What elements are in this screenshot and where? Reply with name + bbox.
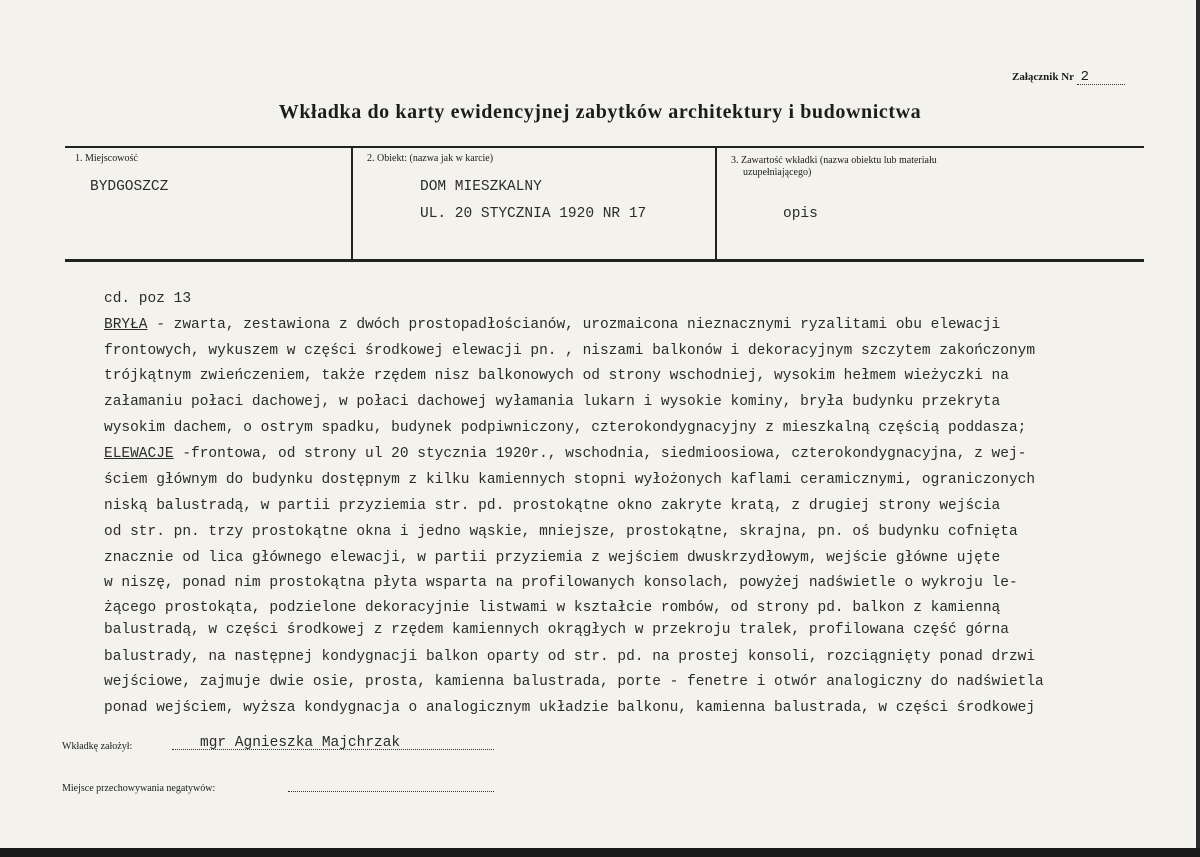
field-content-label-line2: uzupełniającego) — [743, 167, 812, 178]
body-line: znacznie od lica głównego elewacji, w partii przyziemia z wejściem dwuskrzydłowym, wejście główne ujęte — [104, 550, 1001, 566]
attachment-label: Załącznik Nr — [1012, 71, 1074, 83]
author-value: mgr Agnieszka Majchrzak — [200, 735, 401, 751]
body-line: wejściowe, zajmuje dwie osie, prosta, kamienna balustrada, porte - fenetre i otwór analogiczny do nadświetla — [104, 674, 1044, 690]
body-line: załamaniu połaci dachowej, w połaci dachowej wyłamania lukarn i wysokie kominy, bryła budynku przekryta — [104, 394, 1001, 410]
attachment-value: 2 — [1077, 70, 1125, 85]
body-line: niską balustradą, w partii przyziemia str. pd. prostokątne okno zakryte kratą, z drugiej strony wejścia — [104, 498, 1001, 514]
body-line — [104, 446, 1026, 462]
body-line: cd. poz 13 — [104, 291, 192, 307]
negatives-location-dotted-line — [288, 790, 494, 792]
form-divider-2 — [715, 148, 717, 259]
body-line — [104, 317, 1000, 333]
keyword-elewacje: ELEWACJE — [104, 446, 174, 462]
field-content-label-line1: 3. Zawartość wkładki (nazwa obiektu lub materiału — [731, 155, 937, 166]
form-divider-1 — [351, 148, 353, 259]
form-top-rule — [65, 146, 1144, 148]
field-object-value-line2: UL. 20 STYCZNIA 1920 NR 17 — [420, 206, 647, 222]
body-line: ściem głównym do budynku dostępnym z kilku kamiennych stopni wyłożonych kaflami ceramicznymi, ograniczonych — [104, 472, 1036, 488]
field-locality-value: BYDGOSZCZ — [90, 179, 169, 195]
author-label: Wkładkę założył: — [62, 741, 133, 752]
body-line: balustradą, w części środkowej z rzędem kamiennych okrągłych w przekroju tralek, profilowana część górna — [104, 622, 1009, 638]
body-line: balustrady, na następnej kondygnacji balkon oparty od str. pd. na prostej konsoli, rozciągnięty ponad drzwi — [104, 649, 1036, 665]
body-line: trójkątnym zwieńczeniem, także rzędem nisz balkonowych od strony wschodniej, wysokim hełmem wieżyczki na — [104, 368, 1009, 384]
field-content-value: opis — [783, 206, 818, 222]
negatives-location-label: Miejsce przechowywania negatywów: — [62, 783, 216, 794]
body-line: w niszę, ponad nim prostokątna płyta wsparta na profilowanych konsolach, powyżej nadświetle o wykroju le- — [104, 575, 1018, 591]
body-line: wysokim dachem, o ostrym spadku, budynek podpiwniczony, czterokondygnacyjny z mieszkalną częścią poddasza; — [104, 420, 1027, 436]
body-line: ponad wejściem, wyższa kondygnacja o analogicznym układzie balkonu, kamienna balustrada, w części środkowej — [104, 700, 1036, 716]
keyword-bryla: BRYŁA — [104, 317, 148, 333]
scan-edge-right — [1196, 0, 1200, 857]
document-title: Wkładka do karty ewidencyjnej zabytków architektury i budownictwa — [278, 101, 922, 123]
attachment-number — [1012, 70, 1125, 85]
body-text: - zwarta, zestawiona z dwóch prostopadłościanów, urozmaicona nieznacznymi ryzalitami obu elewacji — [147, 317, 1001, 333]
field-locality-label: 1. Miejscowość — [75, 153, 138, 164]
body-text: -frontowa, od strony ul 20 stycznia 1920r., wschodnia, siedmioosiowa, czterokondygnacyjna, z wej- — [173, 446, 1027, 462]
body-line: od str. pn. trzy prostokątne okna i jedno wąskie, mniejsze, prostokątne, skrajna, pn. oś budynku cofnięta — [104, 524, 1018, 540]
form-bottom-rule — [65, 259, 1144, 262]
field-object-label: 2. Obiekt: (nazwa jak w karcie) — [367, 153, 494, 164]
scan-edge-bottom — [0, 848, 1200, 857]
field-content-label — [731, 155, 1071, 179]
field-object-value-line1: DOM MIESZKALNY — [420, 179, 542, 195]
body-line: frontowych, wykuszem w części środkowej elewacji pn. , niszami balkonów i dekoracyjnym szczytem zakończonym — [104, 343, 1036, 359]
body-line: żącego prostokąta, podzielone dekoracyjnie listwami w kształcie rombów, od strony pd. balkon z kamienną — [104, 600, 1001, 616]
